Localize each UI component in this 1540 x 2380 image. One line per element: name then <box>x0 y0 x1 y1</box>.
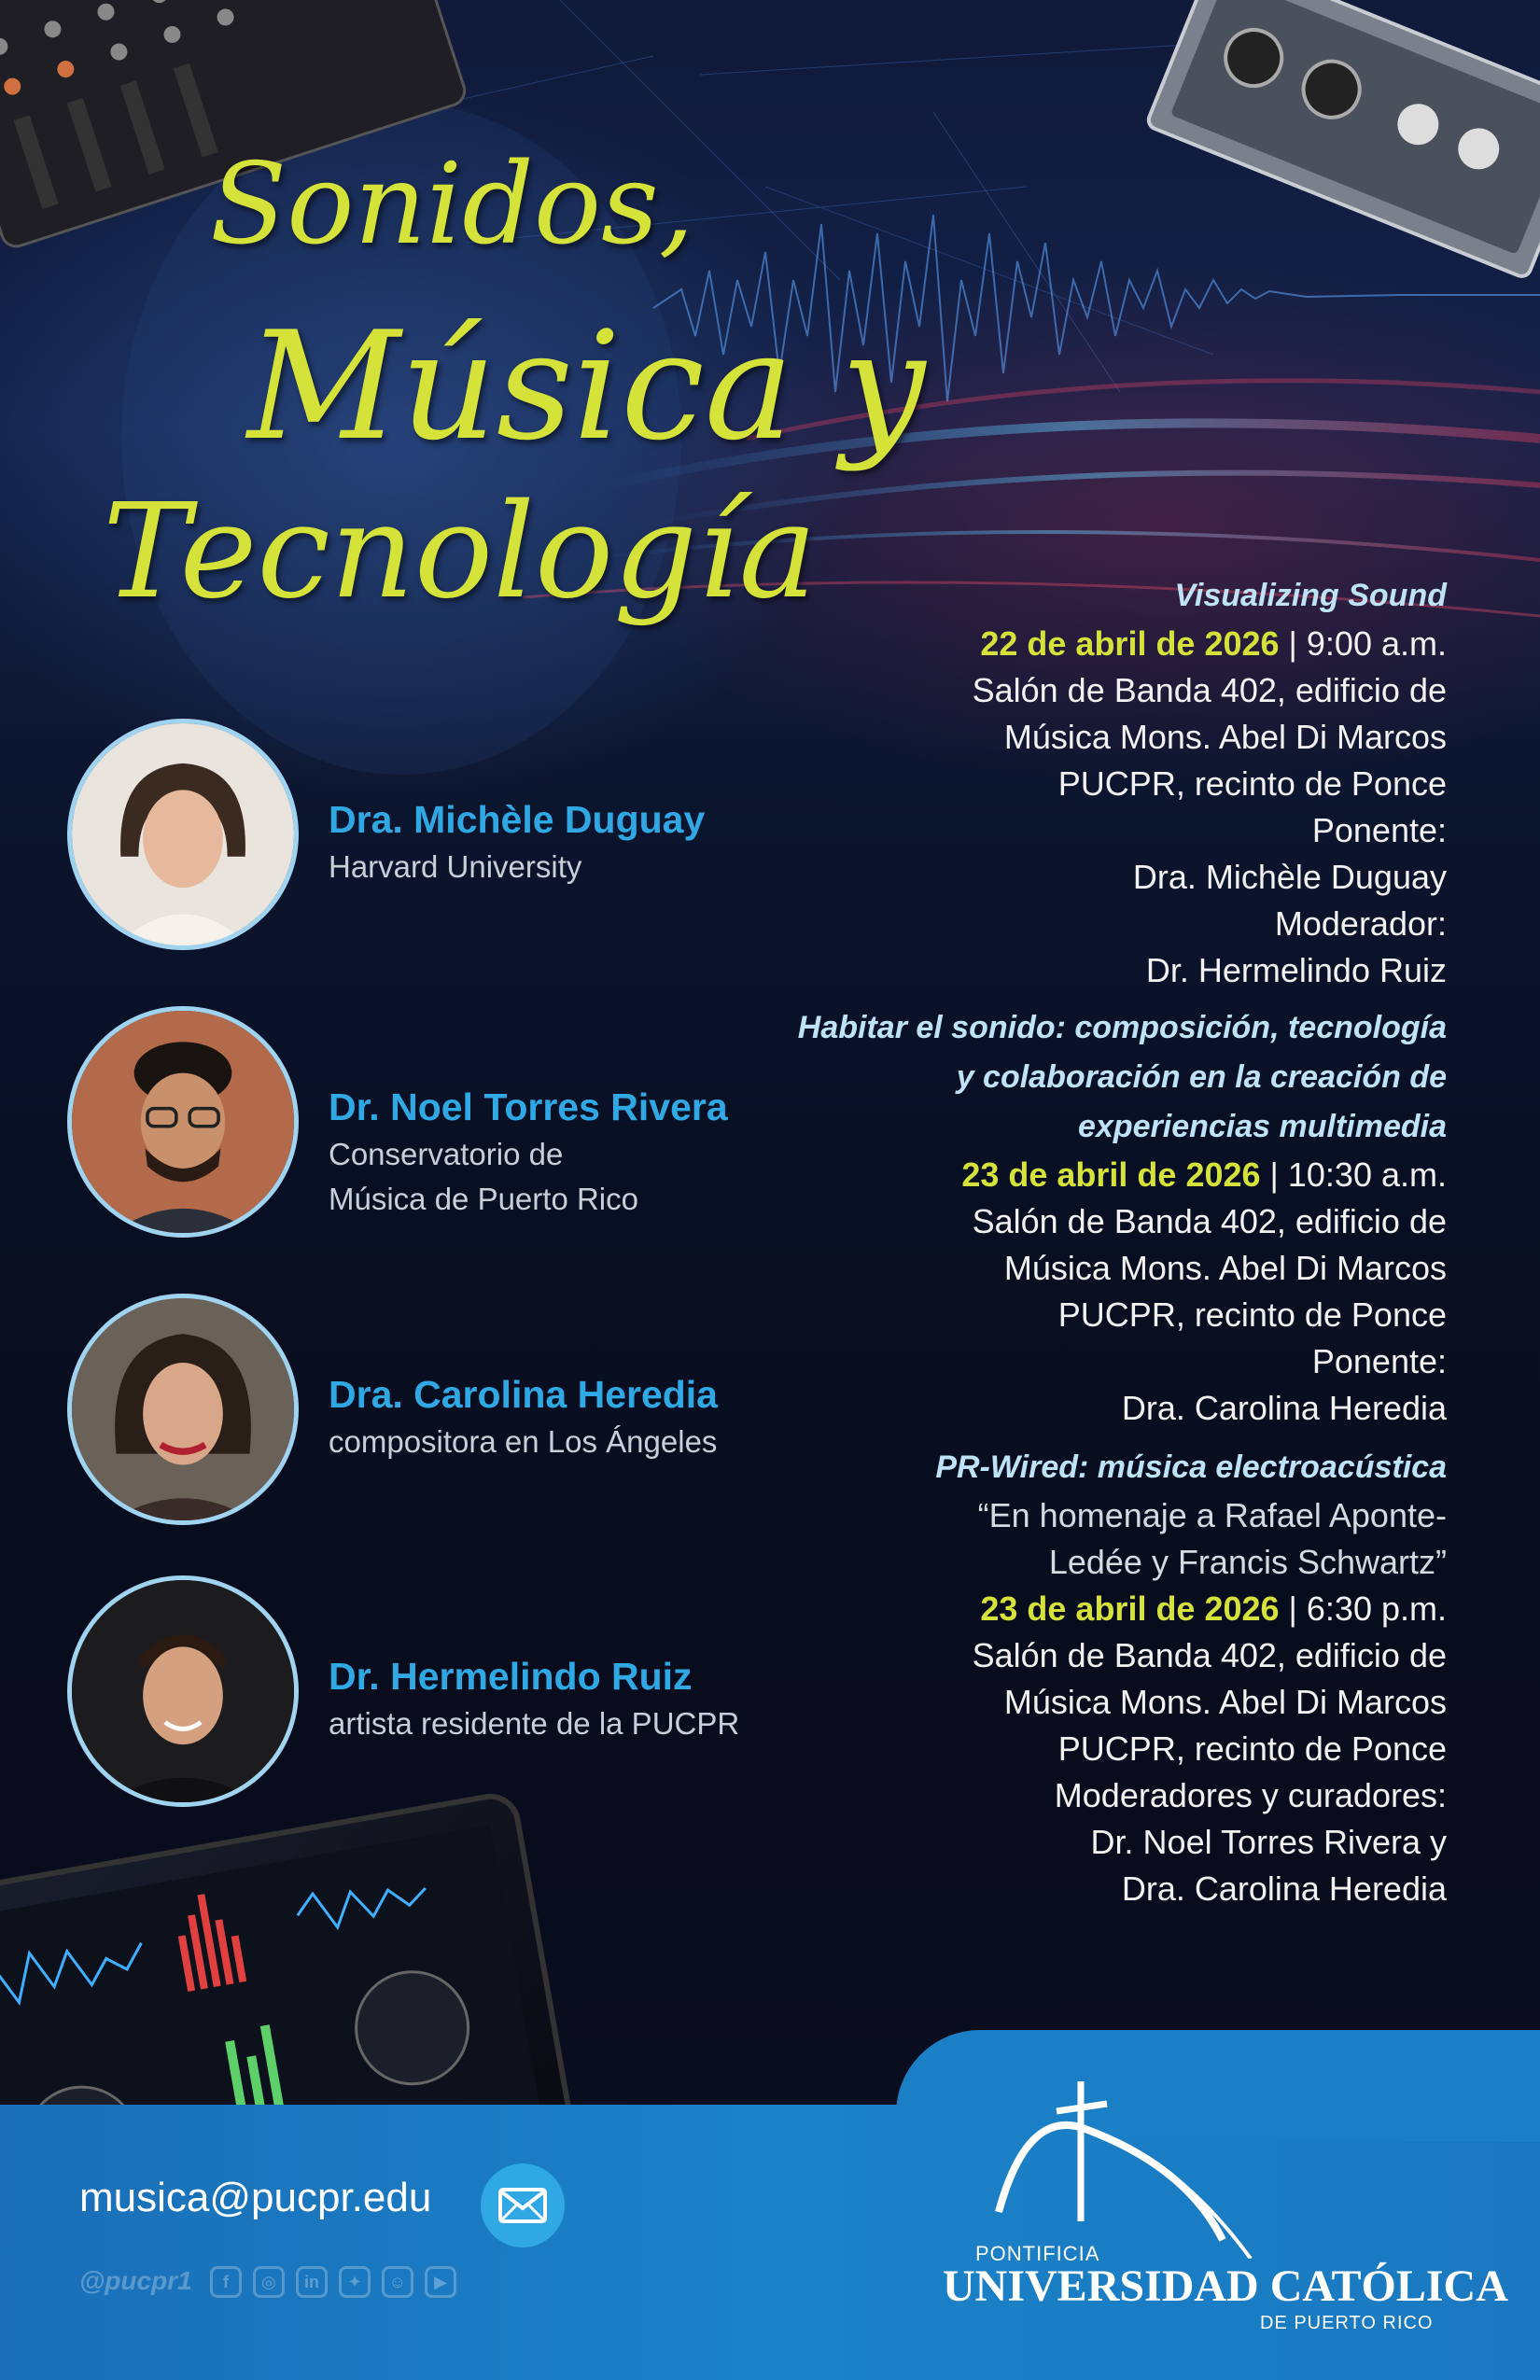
event-datetime: 23 de abril de 2026 | 10:30 a.m. <box>961 1155 1447 1194</box>
event-date: 23 de abril de 2026 <box>961 1155 1261 1194</box>
speaker-affiliation: compositora en Los Ángeles <box>329 1424 718 1459</box>
speaker-affiliation: Harvard University <box>329 849 582 884</box>
event-title: PR-Wired: música electroacústica <box>935 1449 1447 1485</box>
title-line-1: Sonidos, <box>210 140 694 270</box>
event-time: 9:00 a.m. <box>1306 624 1447 663</box>
snapchat-icon[interactable]: ☺ <box>382 2266 413 2298</box>
title-line-3: Tecnología <box>103 476 818 628</box>
twitter-icon[interactable]: ✦ <box>339 2266 371 2298</box>
event-block <box>719 1003 1447 1432</box>
event-detail: PUCPR, recinto de Ponce <box>1057 764 1447 803</box>
speaker-name: Dra. Michèle Duguay <box>329 798 706 841</box>
event-detail: Salón de Banda 402, edificio de <box>972 671 1447 709</box>
event-detail: Música Mons. Abel Di Marcos <box>1003 718 1447 756</box>
event-detail: Dra. Carolina Heredia <box>1121 1869 1447 1908</box>
logo-university-name: UNIVERSIDAD CATÓLICA <box>943 2261 1508 2311</box>
event-title: experiencias multimedia <box>1078 1109 1447 1144</box>
instagram-icon[interactable]: ◎ <box>253 2266 285 2298</box>
event-datetime: 22 de abril de 2026 | 9:00 a.m. <box>980 624 1447 663</box>
social-handle: @pucpr1 <box>79 2266 192 2295</box>
speaker-name: Dr. Noel Torres Rivera <box>329 1085 728 1128</box>
university-logo <box>943 2072 1508 2343</box>
event-time: 10:30 a.m. <box>1287 1155 1447 1194</box>
event-title: Habitar el sonido: composición, tecnología <box>797 1010 1447 1045</box>
event-detail: Dr. Hermelindo Ruiz <box>1145 951 1447 989</box>
event-detail: Salón de Banda 402, edificio de <box>972 1202 1447 1240</box>
events-column <box>719 571 1447 1912</box>
event-detail: Moderadores y curadores: <box>1054 1776 1447 1814</box>
speaker-card <box>67 719 814 961</box>
event-detail: Dr. Noel Torres Rivera y <box>1090 1823 1447 1861</box>
event-time: 6:30 p.m. <box>1306 1589 1447 1628</box>
speaker-photo <box>67 1006 299 1238</box>
speaker-affiliation: artista residente de la PUCPR <box>329 1706 740 1741</box>
speaker-name: Dra. Carolina Heredia <box>329 1373 718 1416</box>
event-detail: Salón de Banda 402, edificio de <box>972 1636 1447 1674</box>
speaker-photo <box>67 719 299 950</box>
speaker-card <box>67 1294 814 1536</box>
audio-interface-graphic <box>1146 0 1540 279</box>
event-title: Visualizing Sound <box>1174 578 1447 613</box>
speaker-affiliation: Música de Puerto Rico <box>329 1182 638 1216</box>
speaker-card <box>67 1575 814 1818</box>
youtube-icon[interactable]: ▶ <box>425 2266 456 2298</box>
event-date: 23 de abril de 2026 <box>980 1589 1280 1628</box>
title-line-2: Música y <box>247 299 926 473</box>
event-detail: Música Mons. Abel Di Marcos <box>1003 1249 1447 1287</box>
event-detail: PUCPR, recinto de Ponce <box>1057 1729 1447 1768</box>
facebook-icon[interactable]: f <box>210 2266 242 2298</box>
logo-location: DE PUERTO RICO <box>1260 2313 1434 2333</box>
event-subtitle: Ledée y Francis Schwartz” <box>1048 1543 1447 1581</box>
event-detail: Dra. Carolina Heredia <box>1121 1389 1447 1427</box>
event-detail: Ponente: <box>1311 811 1447 849</box>
speaker-photo <box>67 1294 299 1525</box>
logo-pontificia: PONTIFICIA <box>975 2242 1100 2265</box>
speaker-card <box>67 1006 814 1249</box>
cross-arch-icon <box>943 2072 1465 2259</box>
contact-email-link[interactable]: musica@pucpr.edu <box>79 2175 432 2220</box>
event-title: y colaboración en la creación de <box>956 1059 1447 1095</box>
event-datetime: 23 de abril de 2026 | 6:30 p.m. <box>980 1589 1447 1628</box>
event-detail: Música Mons. Abel Di Marcos <box>1003 1683 1447 1721</box>
social-icons <box>210 2266 456 2298</box>
linkedin-icon[interactable]: in <box>296 2266 328 2298</box>
mail-icon[interactable] <box>481 2163 565 2247</box>
event-detail: Ponente: <box>1311 1342 1447 1380</box>
event-subtitle: “En homenaje a Rafael Aponte- <box>977 1496 1447 1534</box>
speaker-name: Dr. Hermelindo Ruiz <box>329 1655 693 1698</box>
event-detail: Moderador: <box>1274 904 1447 943</box>
speaker-photo <box>67 1575 299 1807</box>
event-detail: Dra. Michèle Duguay <box>1132 858 1447 896</box>
speaker-affiliation: Conservatorio de <box>329 1137 564 1171</box>
event-block <box>719 1443 1447 1912</box>
event-block <box>719 571 1447 994</box>
event-detail: PUCPR, recinto de Ponce <box>1057 1295 1447 1334</box>
event-date: 22 de abril de 2026 <box>980 624 1280 663</box>
